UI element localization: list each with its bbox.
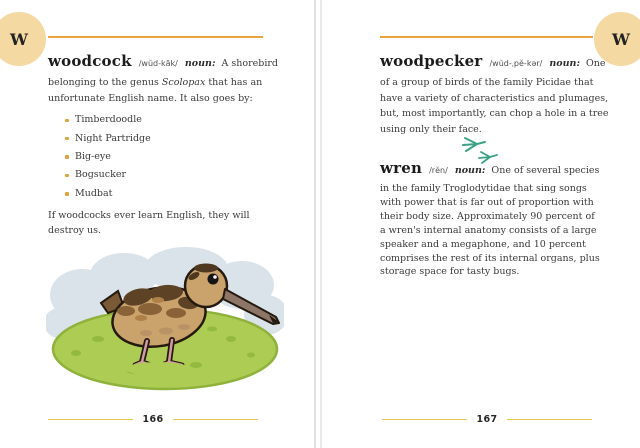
definition-lead: A shorebird xyxy=(221,58,278,69)
page-number: 166 xyxy=(142,414,164,425)
genus-name: Scolopax xyxy=(161,77,206,88)
footer-rule xyxy=(173,419,258,421)
definition-line: their body size. Approximately 90 percent of xyxy=(380,210,595,222)
bullet-icon xyxy=(65,192,69,196)
bullet-icon xyxy=(65,119,69,123)
definition-line: a wren's internal anatomy consists of a large xyxy=(380,224,597,236)
definition-lead: One xyxy=(586,58,606,69)
definition-line: using only their face. xyxy=(380,123,482,135)
alias-item: Big-eye xyxy=(75,148,278,166)
bullet-icon xyxy=(65,174,69,178)
woodcock-illustration xyxy=(46,243,284,395)
entry-wren xyxy=(380,157,608,279)
part-of-speech: noun: xyxy=(549,58,580,69)
entry-woodcock xyxy=(48,50,278,239)
pronunciation: /wŭd-ˌpĕ-kər/ xyxy=(489,59,543,68)
header-rule xyxy=(48,36,263,38)
bullet-icon xyxy=(65,137,69,141)
footer-rule xyxy=(48,419,133,421)
entry-headline xyxy=(380,50,608,75)
page-footer xyxy=(382,414,592,425)
footer-rule xyxy=(507,419,592,421)
section-letter: W xyxy=(612,29,630,49)
footer-rule xyxy=(382,419,467,421)
definition-lead: One of several species xyxy=(491,165,600,176)
bullet-icon xyxy=(65,155,69,159)
closing-remark: If woodcocks ever learn English, they will destroy us. xyxy=(48,210,250,237)
definition-line: but, most importantly, can chop a hole in a tree xyxy=(380,108,609,120)
alias-item: Mudbat xyxy=(75,185,278,203)
entry-headline xyxy=(48,50,278,75)
definition-line: storage space for tasty bugs. xyxy=(380,266,520,278)
header-rule xyxy=(380,36,593,38)
definition-line: of a group of birds of the family Picidae that xyxy=(380,77,594,88)
headword: woodcock xyxy=(48,52,132,70)
entry-headline xyxy=(380,157,608,182)
right-page xyxy=(320,0,640,448)
section-letter-badge xyxy=(0,12,46,66)
pronunciation: /rĕn/ xyxy=(429,166,448,175)
definition-line: have a variety of characteristics and plumages, xyxy=(380,92,609,104)
pronunciation: /wŭd-kăk/ xyxy=(138,59,178,68)
alias-item: Night Partridge xyxy=(75,130,278,148)
part-of-speech: noun: xyxy=(184,58,216,69)
definition-line: belonging to the genus Scolopax that has an xyxy=(48,77,263,88)
definition-line: in the family Troglodytidae that sing songs xyxy=(380,183,587,194)
entry-woodpecker xyxy=(380,50,608,137)
page-number: 167 xyxy=(476,414,498,425)
alias-item: Bogsucker xyxy=(75,166,278,184)
headword: woodpecker xyxy=(380,52,483,70)
alias-item: Timberdoodle xyxy=(75,111,278,129)
definition-line: speaker and a megaphone, and 10 percent xyxy=(380,238,586,250)
part-of-speech: noun: xyxy=(454,165,486,176)
definition-line: unfortunate English name. It also goes by: xyxy=(48,92,253,104)
definition-line: comprises the rest of its internal organs, plus xyxy=(380,252,600,264)
page-footer xyxy=(48,414,258,425)
alias-list xyxy=(48,111,278,203)
definition-line: with power that is far out of proportion with xyxy=(380,196,594,208)
section-letter: W xyxy=(10,29,28,49)
headword: wren xyxy=(380,159,423,177)
